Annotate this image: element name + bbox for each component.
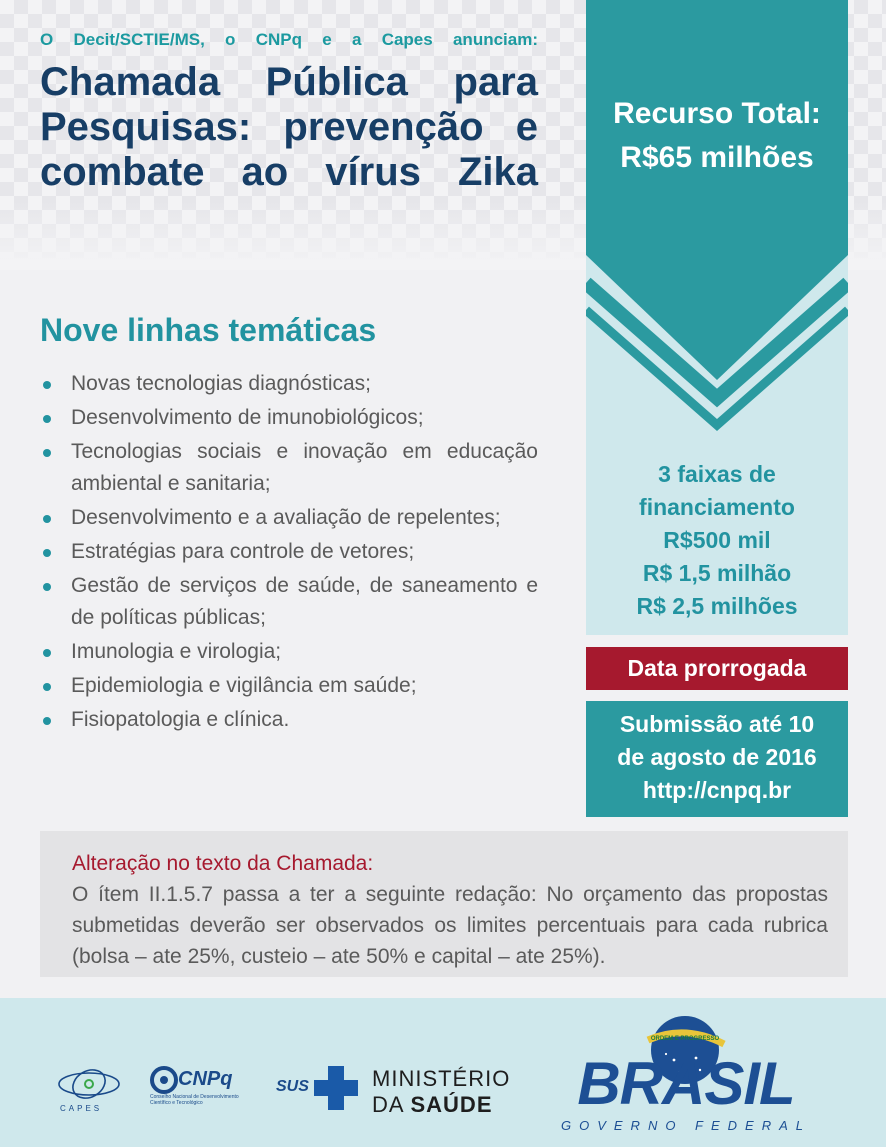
recurso-value: R$65 milhões	[620, 141, 814, 174]
topics-list	[40, 368, 538, 738]
title-line: combate ao vírus Zika	[40, 150, 538, 194]
faixas-line: R$500 mil	[663, 527, 771, 553]
recurso-total	[586, 92, 848, 180]
ministerio-text: MINISTÉRIO	[372, 1066, 511, 1091]
brasil-wordmark: BRASIL	[577, 1050, 795, 1117]
page-title	[40, 60, 538, 195]
list-item: Desenvolvimento e a avaliação de repelentes;	[40, 502, 538, 534]
sus-wordmark: SUS	[276, 1078, 309, 1095]
list-item: Fisiopatologia e clínica.	[40, 704, 538, 736]
da-saude-text	[372, 1092, 493, 1118]
globe-motto: ORDEM E PROGRESSO	[650, 1036, 720, 1042]
submissao-link[interactable]: http://cnpq.br	[642, 777, 792, 803]
note-title: Alteração no texto da Chamada:	[72, 852, 374, 875]
note-box	[40, 831, 848, 977]
submissao-line: Submissão até 10	[619, 711, 815, 737]
submissao-line: de agosto de 2016	[617, 744, 817, 770]
footer-logos	[0, 998, 886, 1147]
topics-heading: Nove linhas temáticas	[40, 312, 377, 348]
list-item: Imunologia e virologia;	[40, 636, 538, 668]
list-item: Gestão de serviços de saúde, de saneamento e de políticas públicas;	[40, 570, 538, 634]
title-line: Pesquisas: prevenção e	[40, 105, 538, 149]
governo-federal-logo	[546, 1010, 826, 1140]
cnpq-subtitle: Conselho Nacional de Desenvolvimento Científico e Tecnológico	[150, 1094, 239, 1106]
governo-federal-text: GOVERNO FEDERAL	[560, 1118, 812, 1133]
cnpq-logo	[150, 1064, 250, 1110]
faixas-line: financiamento	[639, 494, 795, 520]
cnpq-emblem-icon	[150, 1066, 178, 1094]
capes-wordmark: CAPES	[60, 1104, 103, 1113]
list-item: Tecnologias sociais e inovação em educação ambiental e sanitaria;	[40, 436, 538, 500]
note-text: O ítem II.1.5.7 passa a ter a seguinte redação: No orçamento das propostas submetidas deverão ser observados os limites percentuais para cada rubrica (bolsa – ate 25%, custeio – ate 50% e capital – ate 25%).	[72, 883, 828, 968]
title-line: Chamada Pública para	[40, 60, 538, 104]
submissao-box	[586, 701, 848, 817]
da-text: DA	[372, 1092, 404, 1117]
list-item: Novas tecnologias diagnósticas;	[40, 368, 538, 400]
capes-emblem-icon	[54, 1064, 124, 1104]
kicker-text: O Decit/SCTIE/MS, o CNPq e a Capes anunciam:	[40, 30, 538, 49]
list-item: Desenvolvimento de imunobiológicos;	[40, 402, 538, 434]
faixas-line: R$ 2,5 milhões	[636, 593, 798, 619]
capes-logo	[54, 1064, 124, 1116]
faixas-financiamento	[586, 458, 848, 623]
list-item: Epidemiologia e vigilância em saúde;	[40, 670, 538, 702]
faixas-line: 3 faixas de	[658, 461, 776, 487]
sus-cross-icon	[314, 1066, 358, 1110]
list-item: Estratégias para controle de vetores;	[40, 536, 538, 568]
ministerio-saude-logo	[276, 1066, 516, 1118]
data-prorrogada-badge: Data prorrogada	[586, 647, 848, 690]
saude-text: SAÚDE	[410, 1092, 493, 1117]
cnpq-wordmark: CNPq	[178, 1068, 233, 1090]
recurso-label: Recurso Total:	[613, 97, 821, 130]
faixas-line: R$ 1,5 milhão	[642, 560, 792, 586]
